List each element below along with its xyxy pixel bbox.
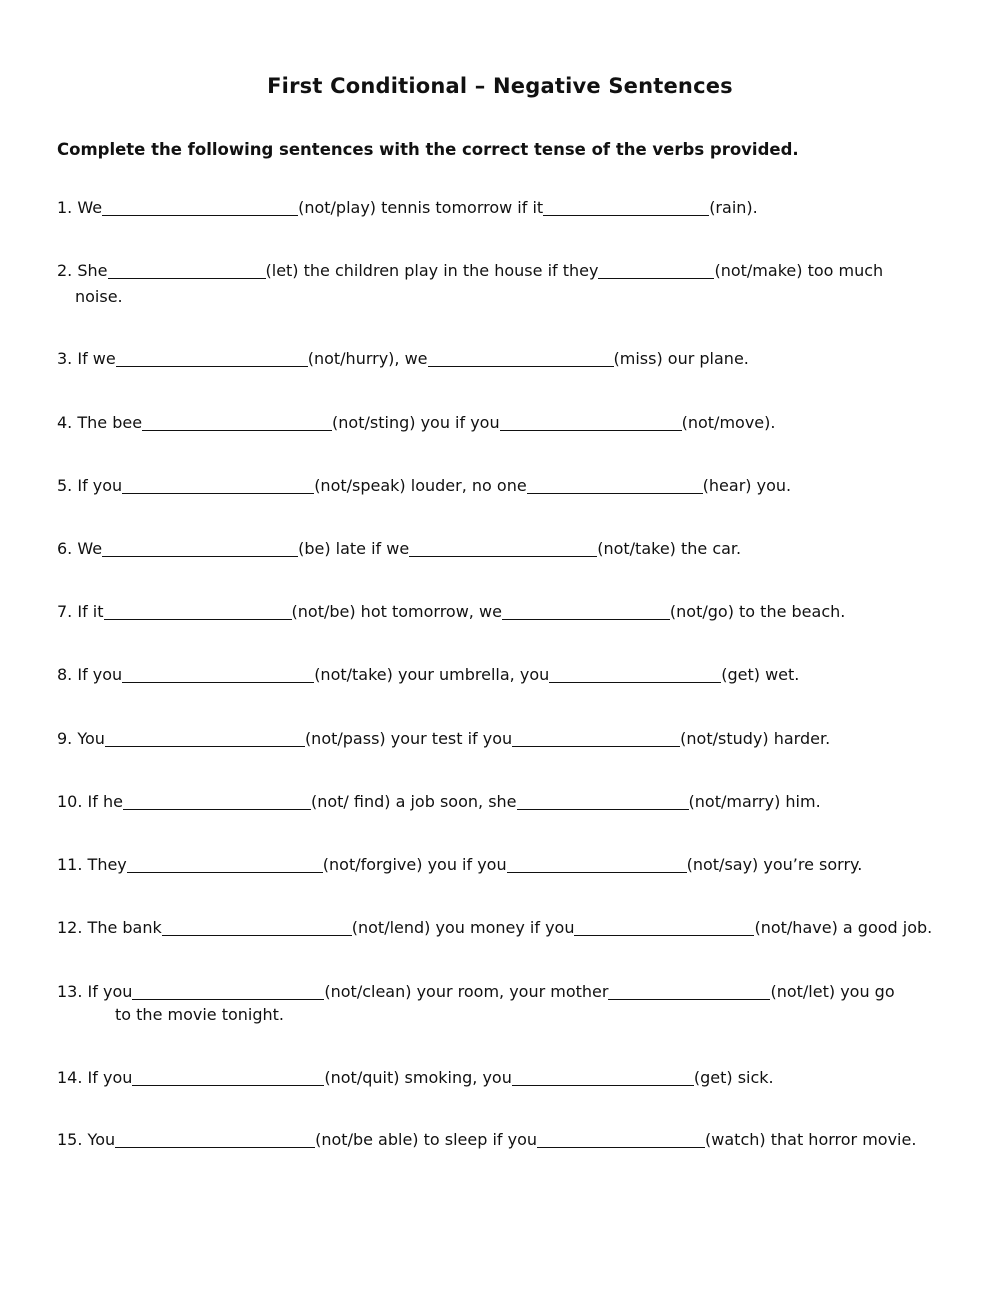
sentence-number: 2.	[57, 261, 73, 280]
answer-blank[interactable]	[142, 412, 332, 431]
answer-blank[interactable]	[122, 664, 314, 683]
answer-blank[interactable]	[102, 538, 298, 557]
sentence-2	[57, 259, 957, 309]
sentence-14	[57, 1066, 957, 1090]
answer-blank[interactable]	[500, 412, 682, 431]
sentence-text: (not/be able) to sleep if you	[315, 1130, 538, 1149]
sentence-text: (not/say) you’re sorry.	[686, 855, 863, 874]
sentence-7	[57, 600, 957, 624]
sentence-text: (not/be) hot tomorrow, we	[291, 602, 502, 621]
sentence-text: (not/pass) your test if you	[304, 729, 513, 748]
sentence-text: She	[72, 261, 108, 280]
sentence-text: We	[72, 198, 103, 217]
answer-blank[interactable]	[517, 791, 689, 810]
sentence-number: 5.	[57, 476, 73, 495]
answer-blank[interactable]	[123, 791, 311, 810]
sentence-4	[57, 411, 957, 435]
sentence-text: (get) sick.	[693, 1068, 774, 1087]
answer-blank[interactable]	[428, 348, 614, 367]
sentence-number: 12.	[57, 918, 83, 937]
sentence-number: 15.	[57, 1130, 83, 1149]
sentence-13	[57, 980, 957, 1027]
sentence-text: (not/marry) him.	[688, 792, 821, 811]
sentence-text: (not/take) the car.	[597, 539, 742, 558]
answer-blank[interactable]	[108, 260, 266, 279]
instructions: Complete the following sentences with the correct tense of the verbs provided.	[57, 140, 799, 159]
sentence-number: 8.	[57, 665, 73, 684]
sentence-text: (not/have) a good job.	[754, 918, 933, 937]
sentence-text: If it	[72, 602, 104, 621]
sentence-text: (not/take) your umbrella, you	[314, 665, 550, 684]
sentence-3	[57, 347, 957, 371]
sentence-text: You	[82, 1130, 116, 1149]
sentence-text: (not/hurry), we	[307, 349, 428, 368]
sentence-text: (not/quit) smoking, you	[324, 1068, 512, 1087]
answer-blank[interactable]	[132, 981, 324, 1000]
sentence-9	[57, 727, 957, 751]
answer-blank[interactable]	[598, 260, 714, 279]
sentence-text: (not/clean) your room, your mother	[324, 982, 609, 1001]
sentence-text: (not/sting) you if you	[332, 413, 500, 432]
sentence-text: noise.	[75, 287, 123, 306]
sentence-number: 1.	[57, 198, 73, 217]
sentence-number: 6.	[57, 539, 73, 558]
answer-blank[interactable]	[409, 538, 597, 557]
answer-blank[interactable]	[127, 854, 323, 873]
answer-blank[interactable]	[574, 917, 754, 936]
sentence-text: (be) late if we	[298, 539, 410, 558]
answer-blank[interactable]	[507, 854, 687, 873]
sentence-text: If he	[82, 792, 123, 811]
sentence-text: (not/forgive) you if you	[322, 855, 507, 874]
sentence-number: 13.	[57, 982, 83, 1001]
sentence-text: If you	[82, 982, 133, 1001]
sentence-1	[57, 196, 957, 220]
sentence-text: The bee	[72, 413, 143, 432]
worksheet-title: First Conditional – Negative Sentences	[267, 74, 733, 98]
sentence-6	[57, 537, 957, 561]
sentence-number: 3.	[57, 349, 73, 368]
sentence-text: (get) wet.	[721, 665, 800, 684]
sentence-text: (not/play) tennis tomorrow if it	[298, 198, 544, 217]
sentence-number: 7.	[57, 602, 73, 621]
sentence-text: (not/make) too much	[714, 261, 884, 280]
answer-blank[interactable]	[537, 1129, 705, 1148]
sentence-text: (let) the children play in the house if they	[265, 261, 599, 280]
sentence-number: 14.	[57, 1068, 83, 1087]
sentence-text: If you	[72, 476, 123, 495]
sentence-text: We	[72, 539, 103, 558]
sentence-11	[57, 853, 957, 877]
sentence-text: (rain).	[709, 198, 758, 217]
answer-blank[interactable]	[512, 1067, 694, 1086]
sentence-text: If you	[82, 1068, 133, 1087]
answer-blank[interactable]	[543, 197, 709, 216]
sentence-text: (not/lend) you money if you	[351, 918, 575, 937]
answer-blank[interactable]	[132, 1067, 324, 1086]
sentence-number: 4.	[57, 413, 73, 432]
sentence-8	[57, 663, 957, 687]
sentence-text: If we	[72, 349, 116, 368]
answer-blank[interactable]	[105, 728, 305, 747]
sentence-text: (miss) our plane.	[613, 349, 749, 368]
answer-blank[interactable]	[102, 197, 298, 216]
sentence-text: (hear) you.	[702, 476, 792, 495]
answer-blank[interactable]	[115, 1129, 315, 1148]
sentence-text: (not/go) to the beach.	[669, 602, 846, 621]
answer-blank[interactable]	[549, 664, 721, 683]
answer-blank[interactable]	[527, 475, 703, 494]
sentence-text: If you	[72, 665, 123, 684]
sentence-10	[57, 790, 957, 814]
sentence-text: You	[72, 729, 105, 748]
answer-blank[interactable]	[512, 728, 680, 747]
sentence-12	[57, 916, 957, 940]
sentence-number: 10.	[57, 792, 83, 811]
answer-blank[interactable]	[608, 981, 770, 1000]
sentence-text: to the movie tonight.	[115, 1005, 285, 1024]
sentence-number: 11.	[57, 855, 83, 874]
sentence-text: The bank	[82, 918, 162, 937]
answer-blank[interactable]	[162, 917, 352, 936]
answer-blank[interactable]	[122, 475, 314, 494]
sentence-text: (not/let) you go	[770, 982, 895, 1001]
sentence-text: (watch) that horror movie.	[705, 1130, 917, 1149]
sentence-15	[57, 1128, 957, 1152]
sentence-text: (not/ find) a job soon, she	[310, 792, 517, 811]
answer-blank[interactable]	[502, 601, 670, 620]
answer-blank[interactable]	[104, 601, 292, 620]
sentence-text: (not/study) harder.	[680, 729, 831, 748]
sentence-text: (not/speak) louder, no one	[314, 476, 527, 495]
answer-blank[interactable]	[116, 348, 308, 367]
sentence-text: They	[82, 855, 127, 874]
sentence-number: 9.	[57, 729, 73, 748]
sentence-5	[57, 474, 957, 498]
sentence-text: (not/move).	[681, 413, 776, 432]
